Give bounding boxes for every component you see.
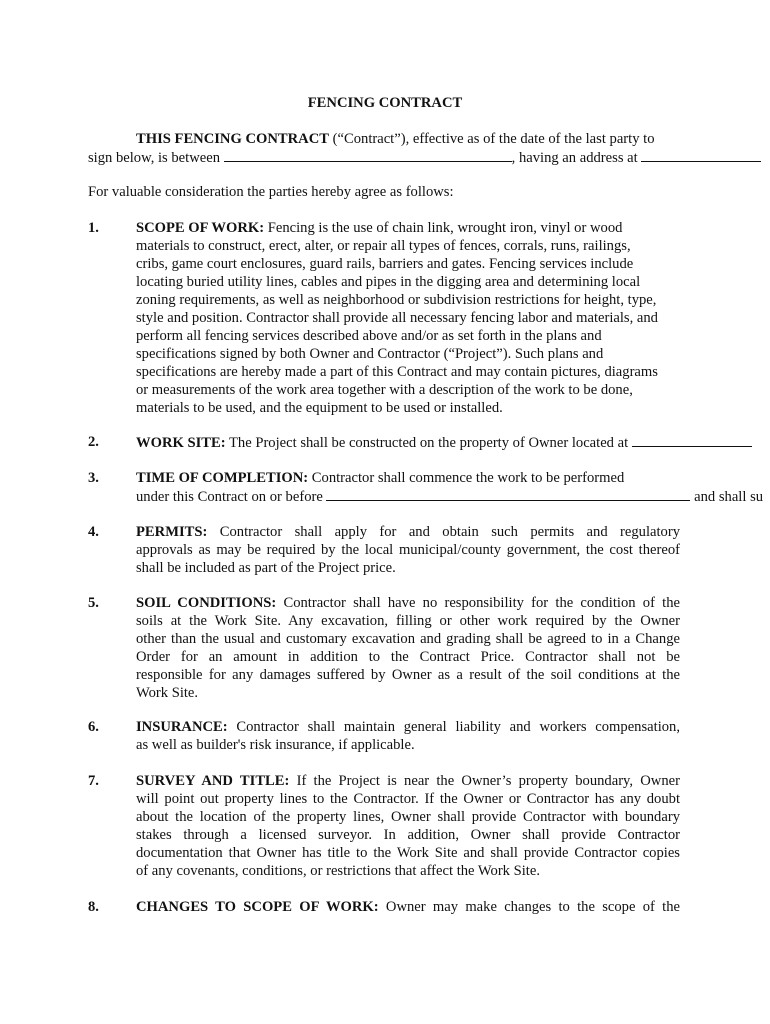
section-text: Contractor shall commence the work to be performed	[308, 470, 625, 486]
party-address-blank[interactable]	[641, 148, 761, 162]
section-text: Contractor shall apply for and obtain such permits and regulatory	[207, 524, 680, 540]
section-number: 3.	[88, 470, 99, 486]
section-line	[136, 219, 658, 237]
section-line: will point out property lines to the Contractor. If the Owner or Contractor has any doubt	[136, 791, 680, 807]
section-line: shall be included as part of the Project price.	[136, 560, 396, 576]
section-line	[136, 433, 752, 452]
section-line	[136, 898, 680, 916]
section-body	[136, 718, 680, 754]
section-number: 1.	[88, 220, 99, 236]
section-line: specifications signed by both Owner and Contractor (“Project”). Such plans and	[136, 346, 604, 362]
section-line: stakes through a licensed surveyor. In addition, Owner shall provide Contractor	[136, 827, 680, 843]
section-line: as well as builder's risk insurance, if applicable.	[136, 737, 415, 753]
section-heading: SOIL CONDITIONS:	[136, 595, 277, 611]
section-line: of any covenants, conditions, or restrictions that affect the Work Site.	[136, 863, 540, 879]
work-site-address-blank[interactable]	[632, 433, 752, 447]
section-line	[136, 469, 763, 487]
section-line	[136, 594, 680, 612]
section-line	[136, 487, 763, 506]
section-line: style and position. Contractor shall provide all necessary fencing labor and materials, and	[136, 310, 658, 326]
section-text: Contractor shall have no responsibility for the condition of the	[276, 595, 680, 611]
section-line: zoning requirements, as well as neighborhood or subdivision restrictions for height, type,	[136, 292, 657, 308]
section-line: locating buried utility lines, cables and pipes in the digging area and determining local	[136, 274, 641, 290]
intro-line2-pre: sign below, is between	[88, 150, 224, 166]
intro-lead-bold: THIS FENCING CONTRACT	[136, 131, 329, 147]
section-line: documentation that Owner has title to the Work Site and shall provide Contractor copies	[136, 845, 680, 861]
section-body	[136, 469, 763, 506]
document-title: FENCING CONTRACT	[307, 95, 463, 111]
section-line: Work Site.	[136, 685, 199, 701]
section-line: Order for an amount in addition to the Contract Price. Contractor shall not be	[136, 649, 680, 665]
section-number: 2.	[88, 434, 99, 450]
intro-line-2	[88, 148, 761, 167]
section-body	[136, 898, 680, 916]
section-text: If the Project is near the Owner’s property boundary, Owner	[289, 773, 680, 789]
section-heading: CHANGES TO SCOPE OF WORK:	[136, 899, 379, 915]
section-heading: TIME OF COMPLETION:	[136, 470, 309, 486]
section-line: cribs, game court enclosures, guard rails, barriers and gates. Fencing services include	[136, 256, 634, 272]
intro-lead-rest: (“Contract”), effective as of the date of the last party to	[329, 131, 655, 147]
intro-line2-mid: , having an address at	[511, 150, 642, 166]
section-text: Fencing is the use of chain link, wrought iron, vinyl or wood	[264, 220, 623, 236]
section-line	[136, 772, 680, 790]
section-heading: SURVEY AND TITLE:	[136, 773, 290, 789]
section-heading: SCOPE OF WORK:	[136, 220, 265, 236]
section-line: about the location of the property lines, Owner shall provide Contractor with boundary	[136, 809, 680, 825]
section-body	[136, 219, 658, 417]
section-heading: INSURANCE:	[136, 719, 228, 735]
section-line: responsible for any damages suffered by Owner as a result of the soil conditions at the	[136, 667, 680, 683]
section-text: under this Contract on or before	[136, 489, 327, 505]
section-line: or measurements of the work area together with a description of the work to be done,	[136, 382, 633, 398]
section-line: soils at the Work Site. Any excavation, filling or other work required by the Owner	[136, 613, 680, 629]
section-line: materials to be used, and the equipment to be used or installed.	[136, 400, 503, 416]
section-line: specifications are hereby made a part of this Contract and may contain pictures, diagrams	[136, 364, 658, 380]
section-line	[136, 523, 680, 541]
section-body	[136, 433, 752, 452]
section-number: 4.	[88, 524, 99, 540]
section-number: 6.	[88, 719, 99, 735]
section-number: 7.	[88, 773, 99, 789]
section-number: 5.	[88, 595, 99, 611]
section-text: and shall su	[690, 489, 764, 505]
party-name-blank[interactable]	[224, 148, 512, 162]
section-line: other than the usual and customary excavation and grading shall be agreed to in a Change	[136, 631, 680, 647]
section-body	[136, 523, 680, 577]
section-line	[136, 718, 680, 736]
intro-line-1	[136, 130, 655, 148]
section-heading: PERMITS:	[136, 524, 208, 540]
commence-date-blank[interactable]	[326, 487, 690, 501]
section-line: materials to construct, erect, alter, or repair all types of fences, corrals, runs, railings,	[136, 238, 631, 254]
section-heading: WORK SITE:	[136, 435, 226, 451]
section-body	[136, 772, 680, 880]
section-number: 8.	[88, 899, 99, 915]
section-text: Contractor shall maintain general liability and workers compensation,	[227, 719, 680, 735]
section-text: The Project shall be constructed on the property of Owner located at	[225, 435, 632, 451]
section-text: Owner may make changes to the scope of the	[378, 899, 680, 915]
section-body	[136, 594, 680, 702]
consideration-text: For valuable consideration the parties hereby agree as follows:	[88, 184, 454, 200]
section-line: approvals as may be required by the local municipal/county government, the cost thereof	[136, 542, 680, 558]
section-line: perform all fencing services described above and/or as set forth in the plans and	[136, 328, 602, 344]
